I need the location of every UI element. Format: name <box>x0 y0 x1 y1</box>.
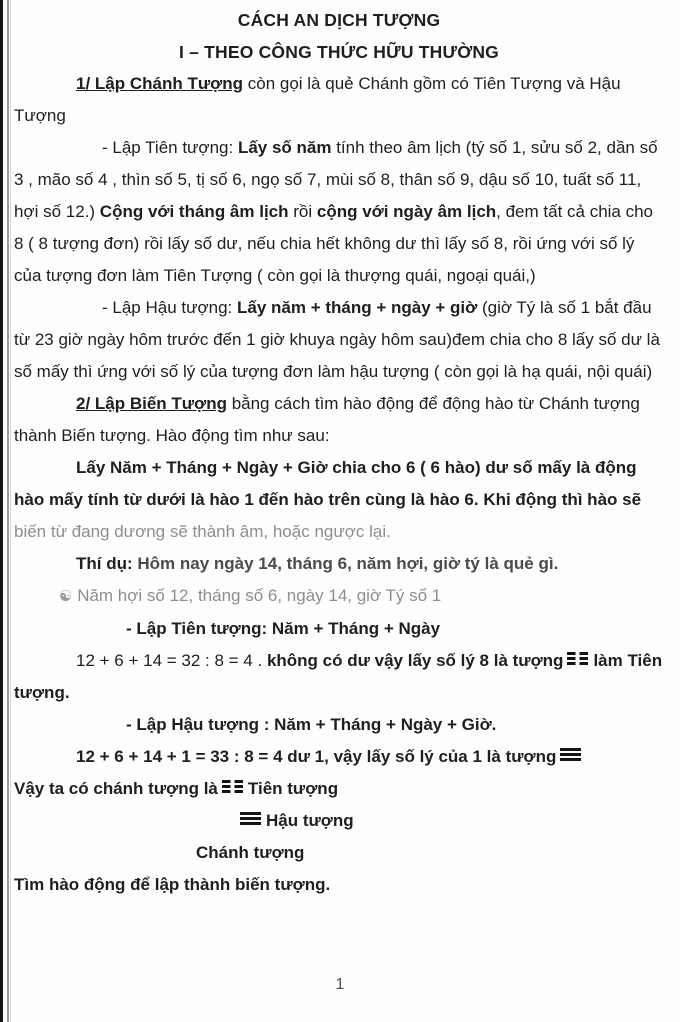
paragraph-lap-tien-tuong <box>14 132 664 292</box>
scan-edge-line <box>7 0 9 1022</box>
yin-yang-icon: ☯ <box>59 588 73 605</box>
trigram-qian-icon <box>560 746 581 763</box>
body-text: còn gọi là quẻ Chánh gồm có Tiên Tượng và Hậu Tượng <box>14 74 621 125</box>
bold-text: - Lập Tiên tượng: Năm + Tháng + Ngày <box>126 619 441 638</box>
body-text: - Lập Hậu tượng: <box>102 298 237 317</box>
bold-text: làm Tiên tượng. <box>14 651 663 702</box>
bold-text: Chánh tượng <box>196 843 305 862</box>
paragraph-chanh-tuong-result <box>14 773 664 805</box>
muted-text: Năm hợi số 12, tháng số 6, ngày 14, giờ Tý số 1 <box>77 586 442 605</box>
bold-text: 12 + 6 + 14 + 1 = 33 : 8 = 4 dư 1, vậy lấy số lý của 1 là tượng <box>76 747 557 766</box>
paragraph-lap-chanh-tuong <box>14 68 664 132</box>
paragraph-nam-hoi-values <box>14 580 664 613</box>
trigram-kun-icon <box>222 778 243 795</box>
bold-text: không có dư vậy lấy số lý 8 là tượng <box>266 651 564 670</box>
paragraph-hau-tuong-calc <box>14 741 664 773</box>
bold-text: Hậu tượng <box>266 811 354 830</box>
bold-text: Lấy số năm <box>237 138 332 157</box>
body-text: tính theo âm lịch (tý số 1, sửu số 2, dần số 3 , mão số 4 , thìn số 5, tị số 6, ngọ số 7, mùi số 8, thân số 9, dậu số 10, tuất số 11, hợi số 12.) <box>14 138 658 221</box>
bold-text: cộng với ngày âm lịch <box>316 202 497 221</box>
example-text: Hôm nay ngày 14, tháng 6, năm hợi, giờ tý là quẻ gì. <box>137 554 559 573</box>
bold-text: Tìm hào động để lập thành biến tượng. <box>14 875 331 894</box>
trigram-kun-icon <box>567 650 588 667</box>
calc-text: 12 + 6 + 14 = 32 : 8 = 4 . <box>76 651 267 670</box>
paragraph-chanh-tuong-label <box>14 837 664 869</box>
paragraph-tien-tuong-formula <box>14 613 664 645</box>
bold-text: Lấy năm + tháng + ngày + giờ <box>237 298 478 317</box>
document-page <box>14 4 664 901</box>
section-heading: I – THEO CÔNG THỨC HỮU THƯỜNG <box>179 42 499 62</box>
trigram-qian-icon <box>240 810 261 827</box>
muted-text: biến từ đang dương sẽ thành âm, hoặc ngược lại. <box>14 522 391 541</box>
paragraph-hao-dong-rule <box>14 452 664 548</box>
body-text: rồi <box>288 202 317 221</box>
bold-text: Lấy Năm + Tháng + Ngày + Giờ chia cho 6 ( 6 hào) dư số mấy là động hào mấy tính từ dưới là hào 1 đến hào trên cùng là hào 6. Khi động thì hào sẽ <box>14 458 642 509</box>
heading-lap-bien-tuong: 2/ Lập Biến Tượng <box>76 394 227 413</box>
paragraph-hau-tuong-label <box>14 805 664 837</box>
paragraph-lap-hau-tuong <box>14 292 664 388</box>
paragraph-lap-bien-tuong <box>14 388 664 452</box>
document-title: CÁCH AN DỊCH TƯỢNG <box>237 10 441 30</box>
page-number: 1 <box>335 976 345 993</box>
bold-text: Cộng với tháng âm lịch <box>99 202 289 221</box>
bold-text: Thí dụ: <box>76 554 138 573</box>
heading-lap-chanh-tuong: 1/ Lập Chánh Tượng <box>76 74 244 93</box>
paragraph-tim-hao-dong <box>14 869 664 901</box>
scan-edge-line-light <box>10 0 11 1022</box>
paragraph-tien-tuong-calc <box>14 645 664 709</box>
body-text: (giờ Tý là số 1 bắt đầu từ 23 giờ ngày hôm trước đến 1 giờ khuya ngày hôm sau)đem chia cho 8 lấy số dư là số mấy thì ứng với số lý của tượng đơn làm hậu tượng ( còn gọi là hạ quái, nội quái) <box>14 298 660 381</box>
paragraph-thi-du <box>14 548 664 580</box>
bold-text: Vậy ta có chánh tượng là <box>14 779 218 798</box>
body-text: , đem tất cả chia cho 8 ( 8 tượng đơn) rồi lấy số dư, nếu chia hết không dư thì lấy số 8, rồi ứng với số lý của tượng đơn làm Tiên Tượng ( còn gọi là thượng quái, ngoại quái,) <box>14 202 654 285</box>
body-text: - Lập Tiên tượng: <box>102 138 238 157</box>
bold-text: - Lập Hậu tượng : Năm + Tháng + Ngày + Giờ. <box>126 715 497 734</box>
bold-text: Tiên tượng <box>247 779 339 798</box>
body-text: bằng cách tìm hào động để động hào từ Chánh tượng thành Biến tượng. Hào động tìm như sau: <box>14 394 640 445</box>
paragraph-hau-tuong-formula <box>14 709 664 741</box>
scan-edge-strip <box>0 0 3 1022</box>
